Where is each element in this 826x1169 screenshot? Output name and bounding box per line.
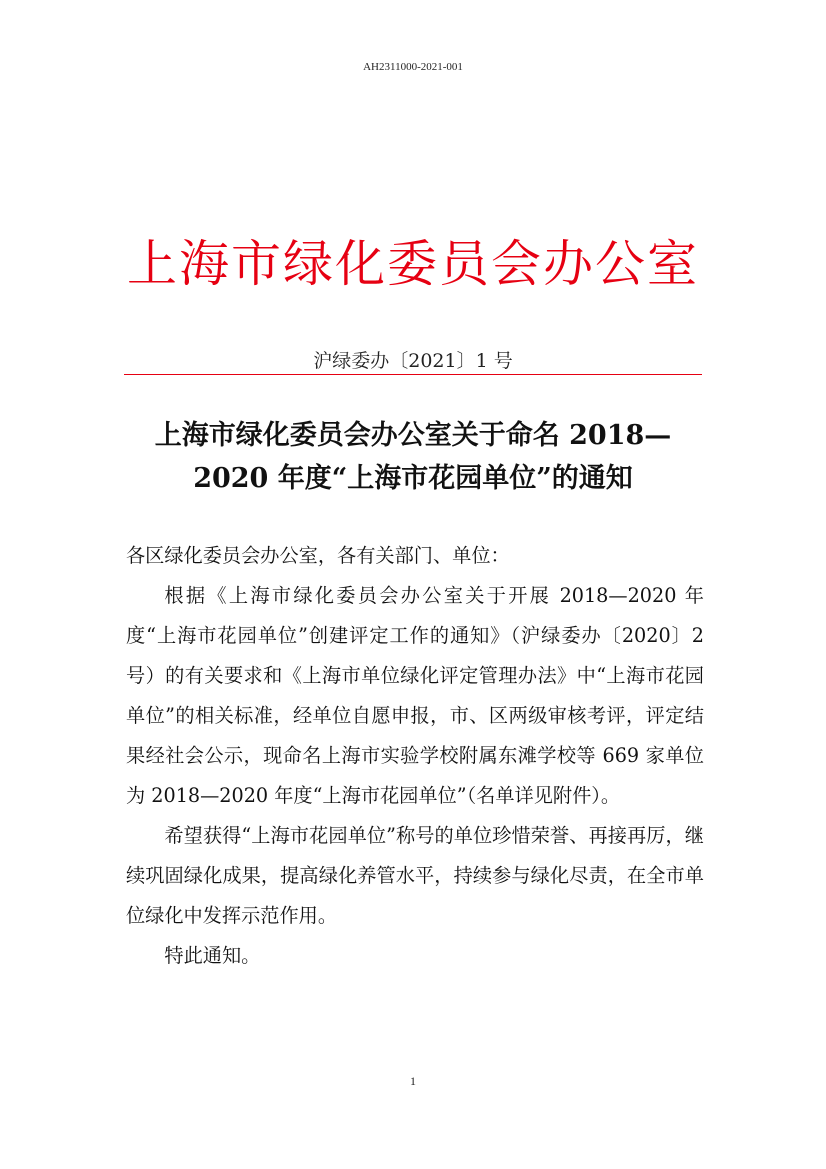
document-title <box>110 414 716 500</box>
header-divider <box>124 374 702 375</box>
organization-header: 上海市绿化委员会办公室 <box>127 235 699 293</box>
salutation: 各区绿化委员会办公室，各有关部门、单位： <box>126 544 510 567</box>
document-number: 沪绿委办〔2021〕1 号 <box>313 350 513 372</box>
page-number: 1 <box>410 1074 416 1088</box>
body-paragraph: 根据《上海市绿化委员会办公室关于开展 2018—2020 年度“上海市花园单位”创建评定工作的通知》（沪绿委办〔2020〕2 号）的有关要求和《上海市单位绿化评定管理办法》中“上海市花园单位”的相关标准，经单位自愿申报，市、区两级审核考评，评定结果经社会公示，现命名上海市实验学校附属东滩学校等 669 家单位为 2018—2020 年度“上海市花园单位”（名单详见附件）。 <box>126 584 704 807</box>
document-body <box>126 536 704 976</box>
document-code: AH2311000-2021-001 <box>363 61 463 73</box>
closing-line: 特此通知。 <box>164 944 261 967</box>
body-paragraph: 希望获得“上海市花园单位”称号的单位珍惜荣誉、再接再厉，继续巩固绿化成果，提高绿化养管水平，持续参与绿化尽责，在全市单位绿化中发挥示范作用。 <box>126 824 704 927</box>
title-line-1: 上海市绿化委员会办公室关于命名 2018— <box>154 420 672 451</box>
title-line-2: 2020 年度“上海市花园单位”的通知 <box>193 463 633 494</box>
